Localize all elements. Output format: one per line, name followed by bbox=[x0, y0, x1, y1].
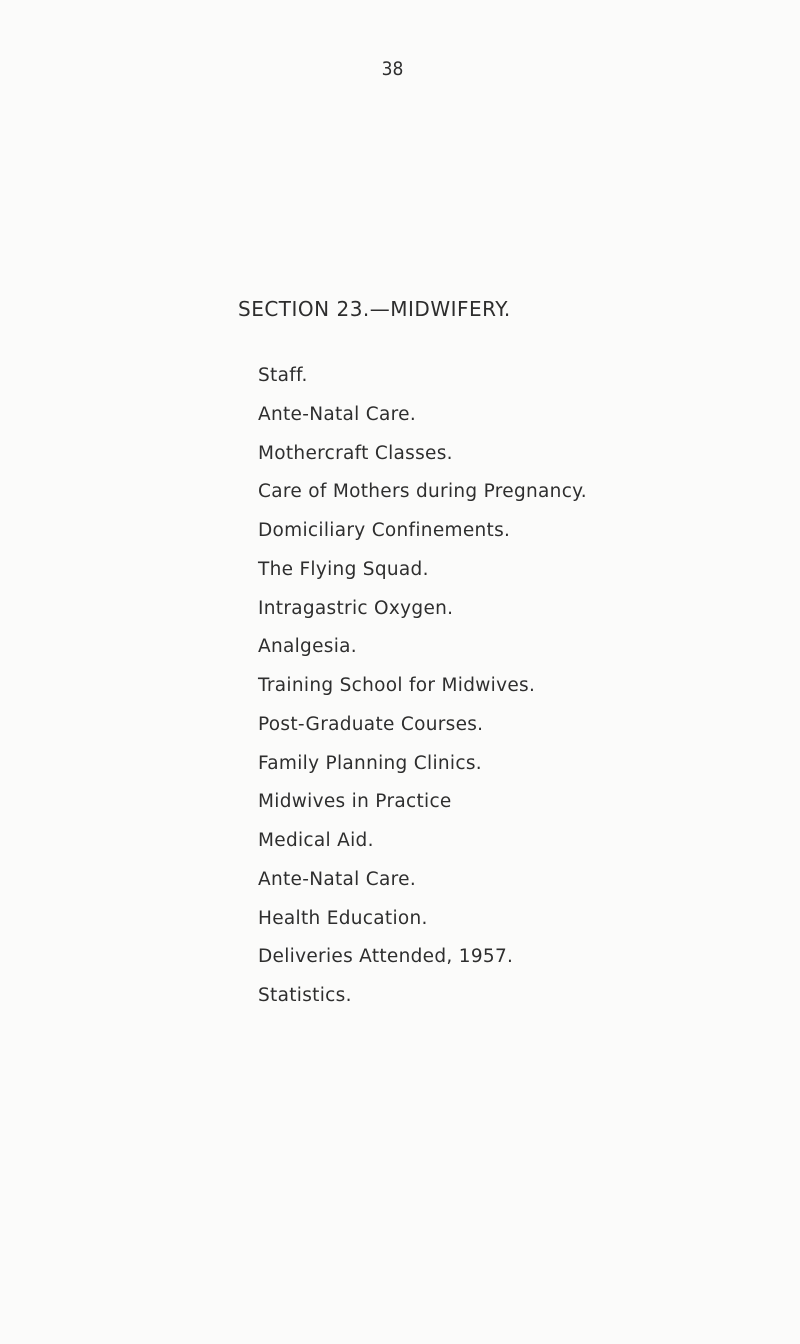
list-item: Staff. bbox=[258, 365, 308, 386]
contents-list bbox=[258, 363, 587, 1022]
list-item: Mothercraft Classes. bbox=[258, 442, 453, 464]
list-item: Deliveries Attended, 1957. bbox=[258, 946, 514, 968]
list-item: Health Education. bbox=[258, 907, 428, 929]
list-item: Ante-Natal Care. bbox=[258, 868, 416, 890]
page-number: 38 bbox=[381, 58, 404, 80]
section-title: SECTION 23.—MIDWIFERY. bbox=[238, 297, 511, 321]
list-item: The Flying Squad. bbox=[258, 558, 429, 580]
list-item: Medical Aid. bbox=[258, 830, 374, 851]
list-item: Domiciliary Confinements. bbox=[258, 520, 511, 541]
list-item: Intragastric Oxygen. bbox=[258, 597, 454, 619]
list-item: Training School for Midwives. bbox=[258, 675, 536, 696]
list-item: Statistics. bbox=[258, 985, 352, 1006]
list-item: Analgesia. bbox=[258, 636, 357, 658]
list-item: Post-Graduate Courses. bbox=[258, 713, 484, 735]
list-item: Ante-Natal Care. bbox=[258, 403, 416, 425]
list-item: Family Planning Clinics. bbox=[258, 752, 482, 774]
list-item: Care of Mothers during Pregnancy. bbox=[258, 481, 587, 503]
list-item: Midwives in Practice bbox=[258, 791, 452, 813]
